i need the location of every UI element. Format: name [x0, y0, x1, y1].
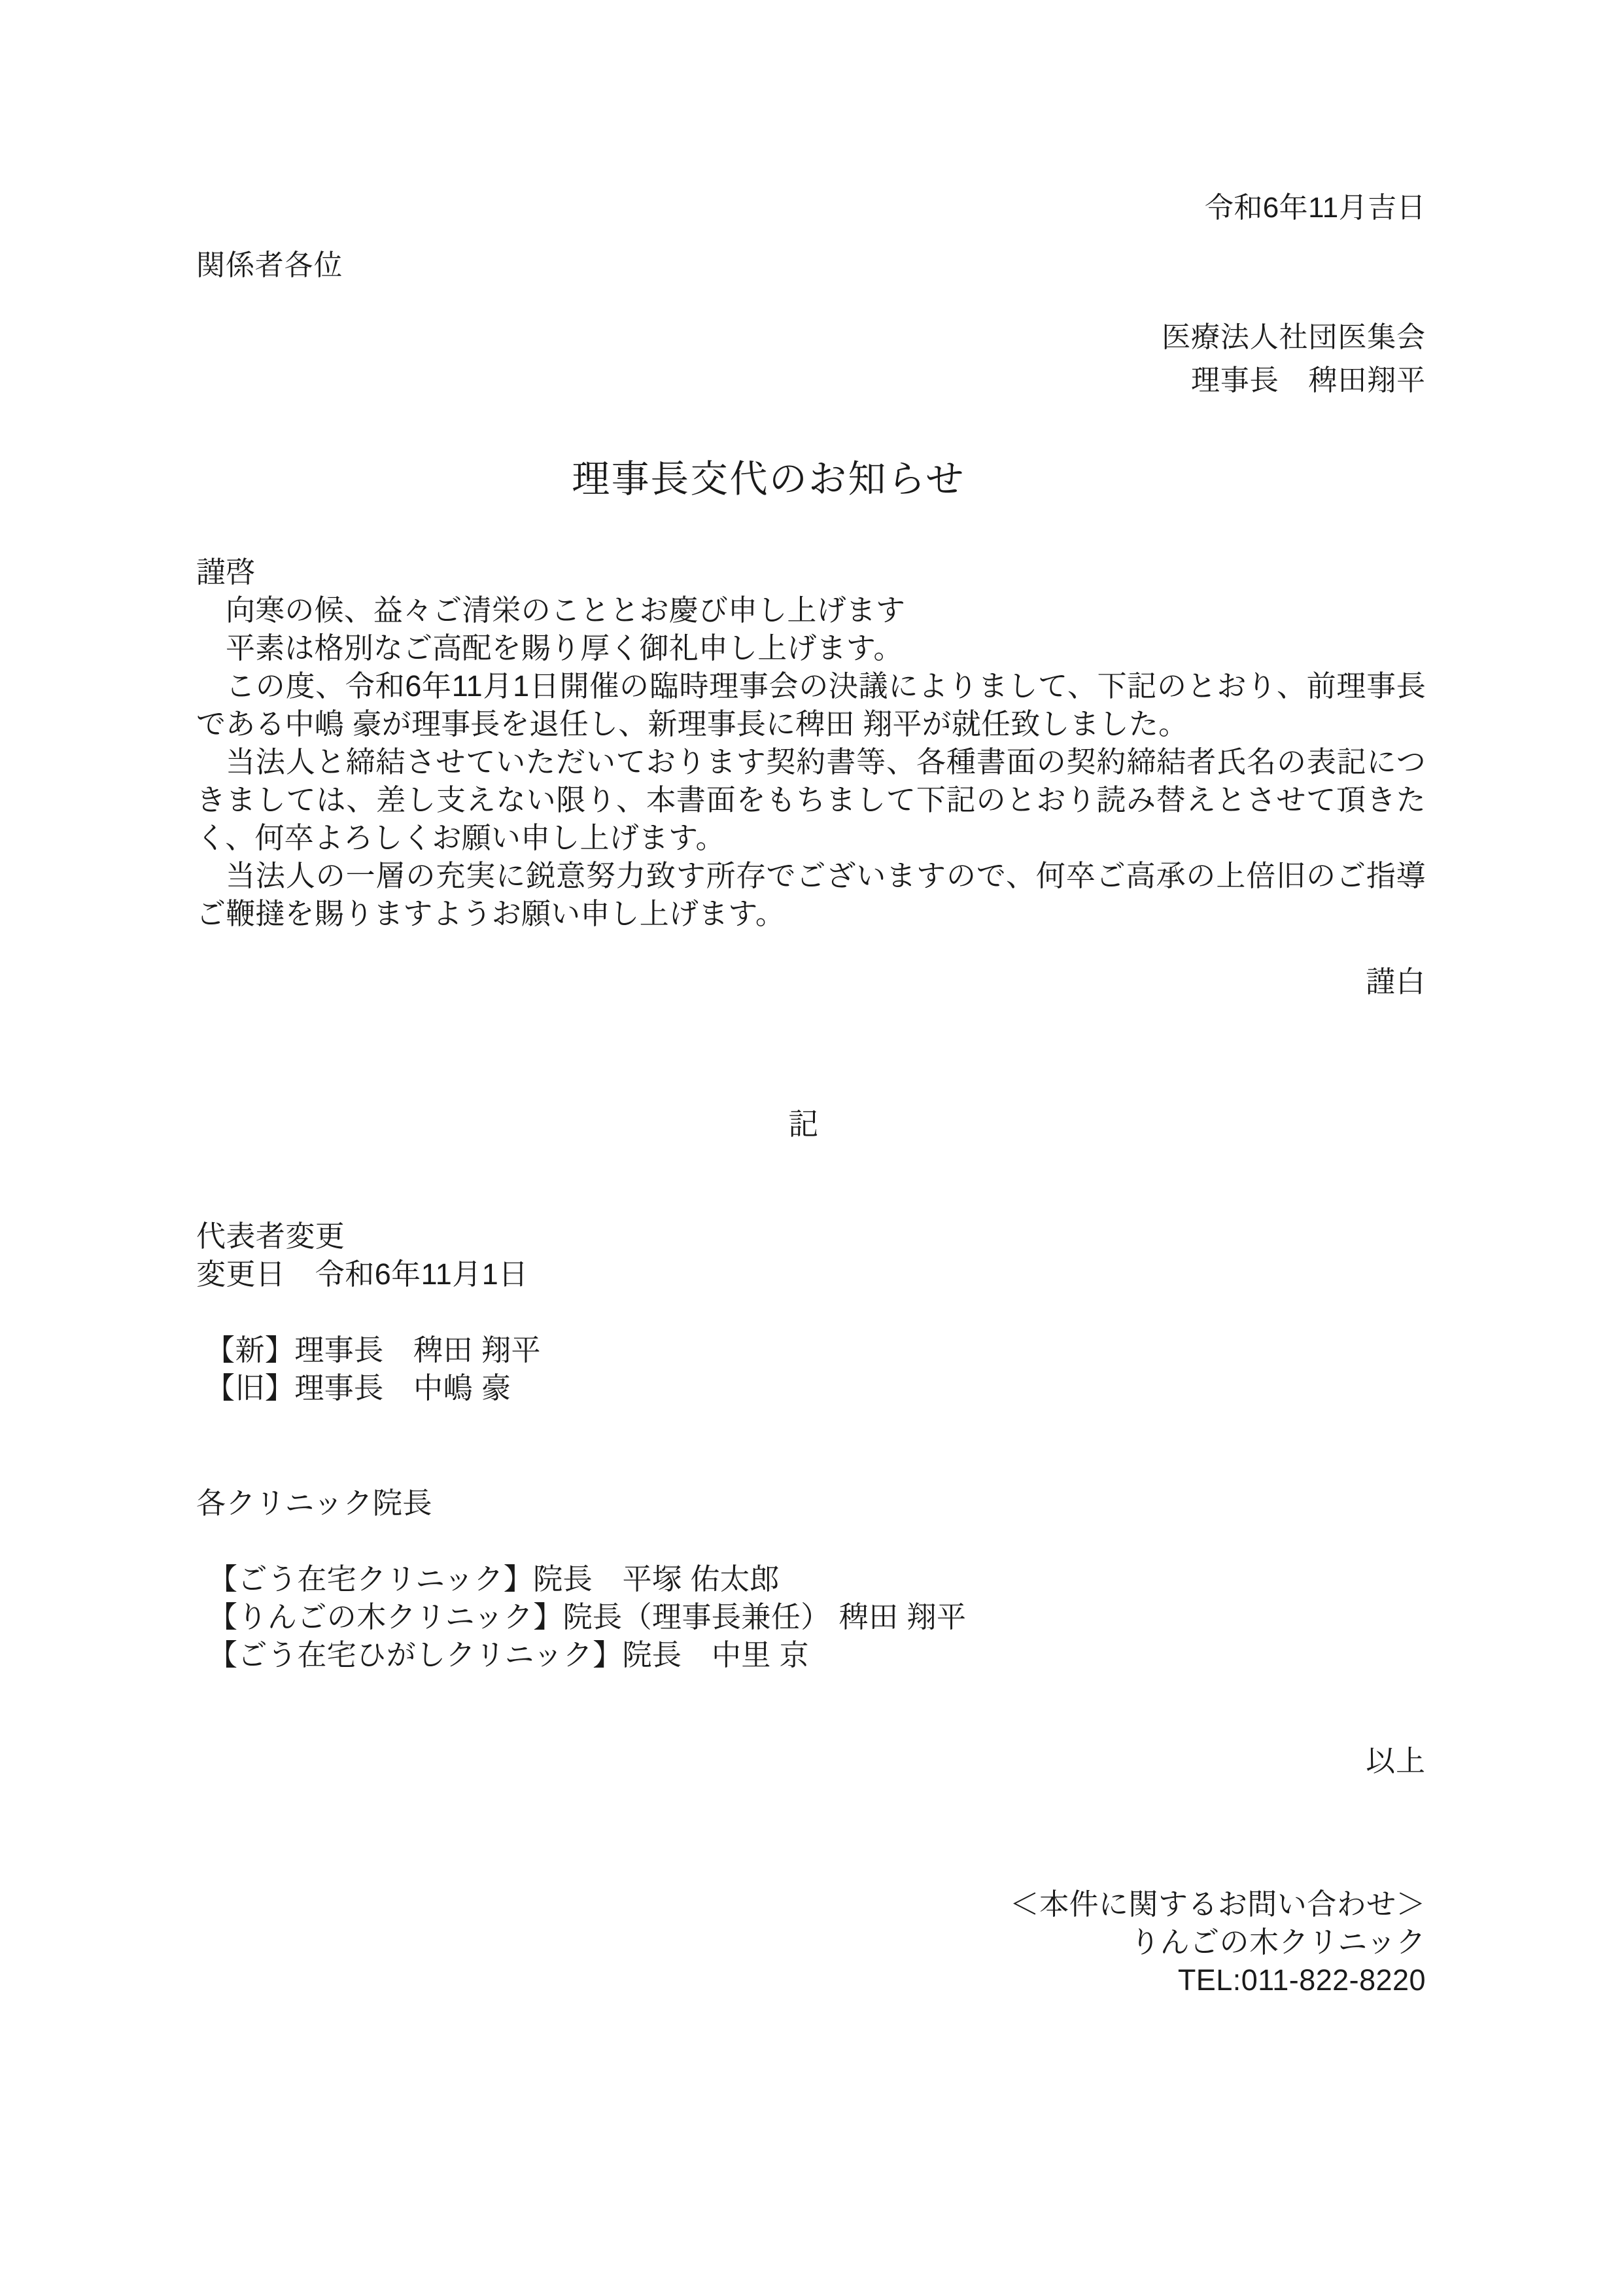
record-mark: 記 — [788, 1107, 820, 1141]
clinic-director-item: 【ごう在宅ひがしクリニック】院長 中里 京 — [208, 1638, 810, 1672]
clinic-director-item: 【りんごの木クリニック】院長（理事長兼任） 稗田 翔平 — [208, 1600, 967, 1634]
representative-change-heading: 代表者変更 — [196, 1219, 345, 1253]
clinic-directors-section — [196, 1484, 1426, 1522]
representative-names — [196, 1331, 1426, 1407]
greeting-line-1: 向寒の候、益々ご清栄のこととお慶び申し上げます — [226, 593, 906, 627]
contact-heading: ＜本件に関するお問い合わせ＞ — [1009, 1887, 1426, 1921]
contact-block — [196, 1885, 1426, 1999]
contact-clinic-name: りんごの木クリニック — [1130, 1925, 1426, 1959]
end-mark: 以上 — [1366, 1744, 1426, 1778]
addressee: 関係者各位 — [196, 249, 343, 281]
clinic-directors-heading: 各クリニック院長 — [196, 1486, 432, 1520]
greeting-line-2: 平素は格別なご高配を賜り厚く御礼申し上げます。 — [226, 631, 903, 665]
page-title: 理事長交代のお知らせ — [572, 458, 965, 500]
old-representative: 【旧】理事長 中嶋 豪 — [205, 1371, 511, 1405]
body-paragraph-2: 当法人と締結させていただいております契約書等、各種書面の契約締結者氏名の表記につきましては、差し支えない限り、本書面をもちまして下記のとおり読み替えとさせて頂きたく、何卒よろしくお願い申し上げます。 — [196, 745, 1426, 854]
change-date: 変更日 令和6年11月1日 — [196, 1257, 528, 1291]
new-representative: 【新】理事長 稗田 翔平 — [205, 1333, 541, 1367]
body-paragraph-3: 当法人の一層の充実に鋭意努力致す所存でございますので、何卒ご高承の上倍旧のご指導ご鞭撻を賜りますようお願い申し上げます。 — [196, 859, 1426, 930]
sender-representative: 理事長 稗田翔平 — [1190, 364, 1426, 396]
representative-change-section — [196, 1218, 1426, 1293]
clinic-directors-list — [196, 1560, 1426, 1674]
document-content — [196, 0, 1426, 1999]
letter-body — [196, 553, 1426, 933]
clinic-director-item: 【ごう在宅クリニック】院長 平塚 佑太郎 — [208, 1562, 780, 1596]
sender-organization: 医療法人社団医集会 — [1162, 321, 1426, 353]
salutation: 謹啓 — [196, 555, 256, 589]
sender-block — [196, 323, 1426, 395]
document-date: 令和6年11月吉日 — [1204, 192, 1426, 224]
closing-salutation: 謹白 — [1366, 965, 1426, 998]
body-paragraph-1: この度、令和6年11月1日開催の臨時理事会の決議によりまして、下記のとおり、前理事長である中嶋 豪が理事長を退任し、新理事長に稗田 翔平が就任致しました。 — [196, 669, 1426, 741]
contact-phone: TEL:011-822-8220 — [1177, 1963, 1426, 1997]
